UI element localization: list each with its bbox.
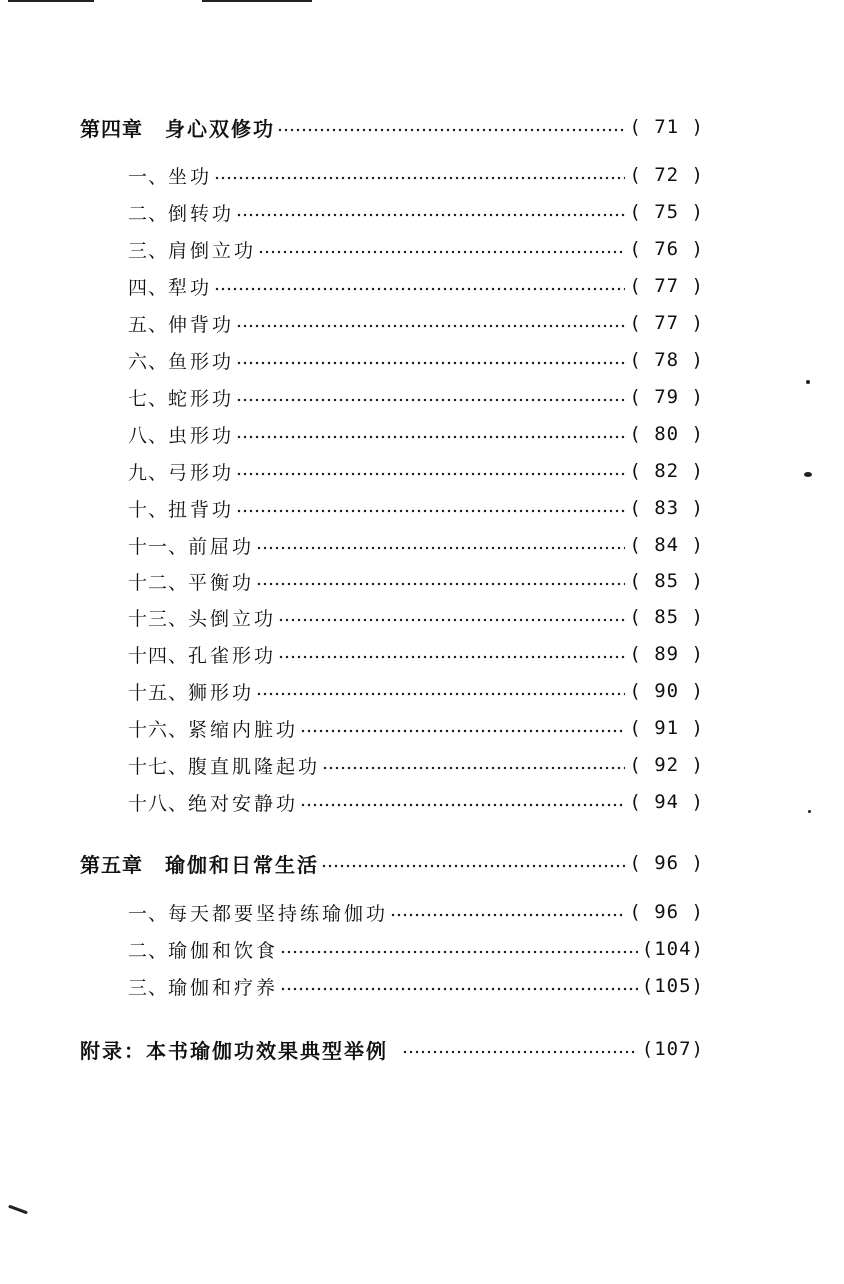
page-number: ( 76 ) — [629, 238, 704, 260]
toc-entry[interactable] — [0, 750, 844, 780]
dot-leader — [236, 435, 625, 439]
entry-number: 六、 — [128, 350, 169, 373]
entry-title: 腹直肌隆起功 — [188, 755, 321, 778]
toc-entry[interactable] — [0, 456, 844, 486]
dot-leader — [278, 618, 625, 622]
dot-leader — [402, 1050, 638, 1054]
page-number: (107) — [641, 1038, 704, 1060]
dot-leader — [214, 176, 625, 180]
page-number: ( 84 ) — [629, 534, 704, 556]
dot-leader — [390, 913, 625, 917]
dot-leader — [256, 546, 625, 550]
toc-chapter-5[interactable] — [0, 848, 844, 878]
page-number: ( 85 ) — [629, 606, 704, 628]
entry-number: 七、 — [128, 387, 169, 410]
toc-entry[interactable] — [0, 197, 844, 227]
page-number: ( 85 ) — [629, 570, 704, 592]
entry-number: 十六、 — [128, 718, 189, 741]
entry-number: 十五、 — [128, 681, 189, 704]
toc-entry[interactable] — [0, 676, 844, 706]
chapter-title: 身心双修功 — [165, 116, 275, 141]
scan-speck — [806, 380, 810, 384]
toc-entry[interactable] — [0, 234, 844, 264]
entry-title: 肩倒立功 — [168, 239, 257, 262]
entry-title: 犁功 — [168, 276, 213, 299]
dot-leader — [280, 987, 638, 991]
page-number: ( 75 ) — [629, 201, 704, 223]
entry-title: 鱼形功 — [168, 350, 235, 373]
entry-title: 前屈功 — [188, 535, 255, 558]
page-number: ( 90 ) — [629, 680, 704, 702]
entry-title: 倒转功 — [168, 202, 235, 225]
dot-leader — [236, 324, 625, 328]
toc-entry[interactable] — [0, 308, 844, 338]
page-number: ( 82 ) — [629, 460, 704, 482]
chapter-number: 第五章 — [80, 852, 143, 877]
scan-speck — [8, 1205, 28, 1215]
entry-number: 八、 — [128, 424, 169, 447]
entry-title: 绝对安静功 — [188, 792, 299, 815]
page-number: ( 72 ) — [629, 164, 704, 186]
toc-entry[interactable] — [0, 345, 844, 375]
dot-leader — [300, 803, 625, 807]
toc-entry[interactable] — [0, 493, 844, 523]
page-number: ( 89 ) — [629, 643, 704, 665]
page-number: ( 71 ) — [629, 116, 704, 138]
toc-entry[interactable] — [0, 271, 844, 301]
dot-leader — [280, 950, 638, 954]
toc-entry[interactable] — [0, 382, 844, 412]
entry-title: 孔雀形功 — [188, 644, 277, 667]
chapter-number: 第四章 — [80, 116, 143, 141]
entry-number: 一、 — [128, 165, 169, 188]
entry-number: 五、 — [128, 313, 169, 336]
toc-entry[interactable] — [0, 713, 844, 743]
scan-speck — [804, 472, 812, 477]
entry-number: 四、 — [128, 276, 169, 299]
dot-leader — [300, 729, 625, 733]
entry-title: 头倒立功 — [188, 607, 277, 630]
entry-number: 三、 — [128, 976, 169, 999]
toc-entry[interactable] — [0, 639, 844, 669]
page-number: ( 92 ) — [629, 754, 704, 776]
entry-title: 伸背功 — [168, 313, 235, 336]
dot-leader — [258, 250, 625, 254]
page-number: ( 96 ) — [629, 852, 704, 874]
page-number: ( 77 ) — [629, 312, 704, 334]
page-number: ( 77 ) — [629, 275, 704, 297]
entry-number: 二、 — [128, 202, 169, 225]
dot-leader — [236, 361, 625, 365]
page-number: ( 78 ) — [629, 349, 704, 371]
toc-entry[interactable] — [0, 971, 844, 1001]
entry-number: 十四、 — [128, 644, 189, 667]
toc-entry[interactable] — [0, 160, 844, 190]
entry-number: 九、 — [128, 461, 169, 484]
scan-edge-mark — [8, 0, 94, 2]
page-number: ( 83 ) — [629, 497, 704, 519]
toc-entry[interactable] — [0, 787, 844, 817]
toc-entry[interactable] — [0, 602, 844, 632]
page-number: ( 94 ) — [629, 791, 704, 813]
entry-title: 狮形功 — [188, 681, 255, 704]
entry-title: 紧缩内脏功 — [188, 718, 299, 741]
entry-number: 二、 — [128, 939, 169, 962]
dot-leader — [236, 398, 625, 402]
toc-entry[interactable] — [0, 934, 844, 964]
entry-title: 蛇形功 — [168, 387, 235, 410]
dot-leader — [278, 655, 625, 659]
entry-number: 十七、 — [128, 755, 189, 778]
entry-title: 弓形功 — [168, 461, 235, 484]
entry-number: 十、 — [128, 498, 169, 521]
entry-title: 扭背功 — [168, 498, 235, 521]
dot-leader — [321, 864, 625, 868]
entry-number: 十三、 — [128, 607, 189, 630]
entry-title: 瑜伽和饮食 — [168, 939, 279, 962]
dot-leader — [256, 582, 625, 586]
entry-title: 平衡功 — [188, 571, 255, 594]
toc-appendix[interactable] — [0, 1034, 844, 1064]
page-number: (104) — [641, 938, 704, 960]
toc-chapter-4[interactable] — [0, 112, 844, 142]
page-number: ( 91 ) — [629, 717, 704, 739]
entry-number: 一、 — [128, 902, 169, 925]
dot-leader — [214, 287, 625, 291]
page-number: ( 79 ) — [629, 386, 704, 408]
entry-title: 虫形功 — [168, 424, 235, 447]
entry-number: 十一、 — [128, 535, 189, 558]
toc-entry[interactable] — [0, 530, 844, 560]
dot-leader — [322, 766, 625, 770]
appendix-title: 附录：本书瑜伽功效果典型举例 — [80, 1038, 388, 1063]
toc-entry[interactable] — [0, 419, 844, 449]
dot-leader — [236, 472, 625, 476]
entry-title: 坐功 — [168, 165, 213, 188]
dot-leader — [256, 692, 625, 696]
scan-edge-mark — [202, 0, 312, 2]
page-number: ( 96 ) — [629, 901, 704, 923]
entry-number: 三、 — [128, 239, 169, 262]
page-number: ( 80 ) — [629, 423, 704, 445]
entry-title: 瑜伽和疗养 — [168, 976, 279, 999]
scan-speck — [808, 810, 811, 813]
page-number: (105) — [641, 975, 704, 997]
dot-leader — [277, 128, 625, 132]
dot-leader — [236, 509, 625, 513]
entry-number: 十八、 — [128, 792, 189, 815]
toc-entry[interactable] — [0, 566, 844, 596]
chapter-title: 瑜伽和日常生活 — [165, 852, 319, 877]
toc-entry[interactable] — [0, 897, 844, 927]
dot-leader — [236, 213, 625, 217]
entry-title: 每天都要坚持练瑜伽功 — [168, 902, 389, 925]
entry-number: 十二、 — [128, 571, 189, 594]
